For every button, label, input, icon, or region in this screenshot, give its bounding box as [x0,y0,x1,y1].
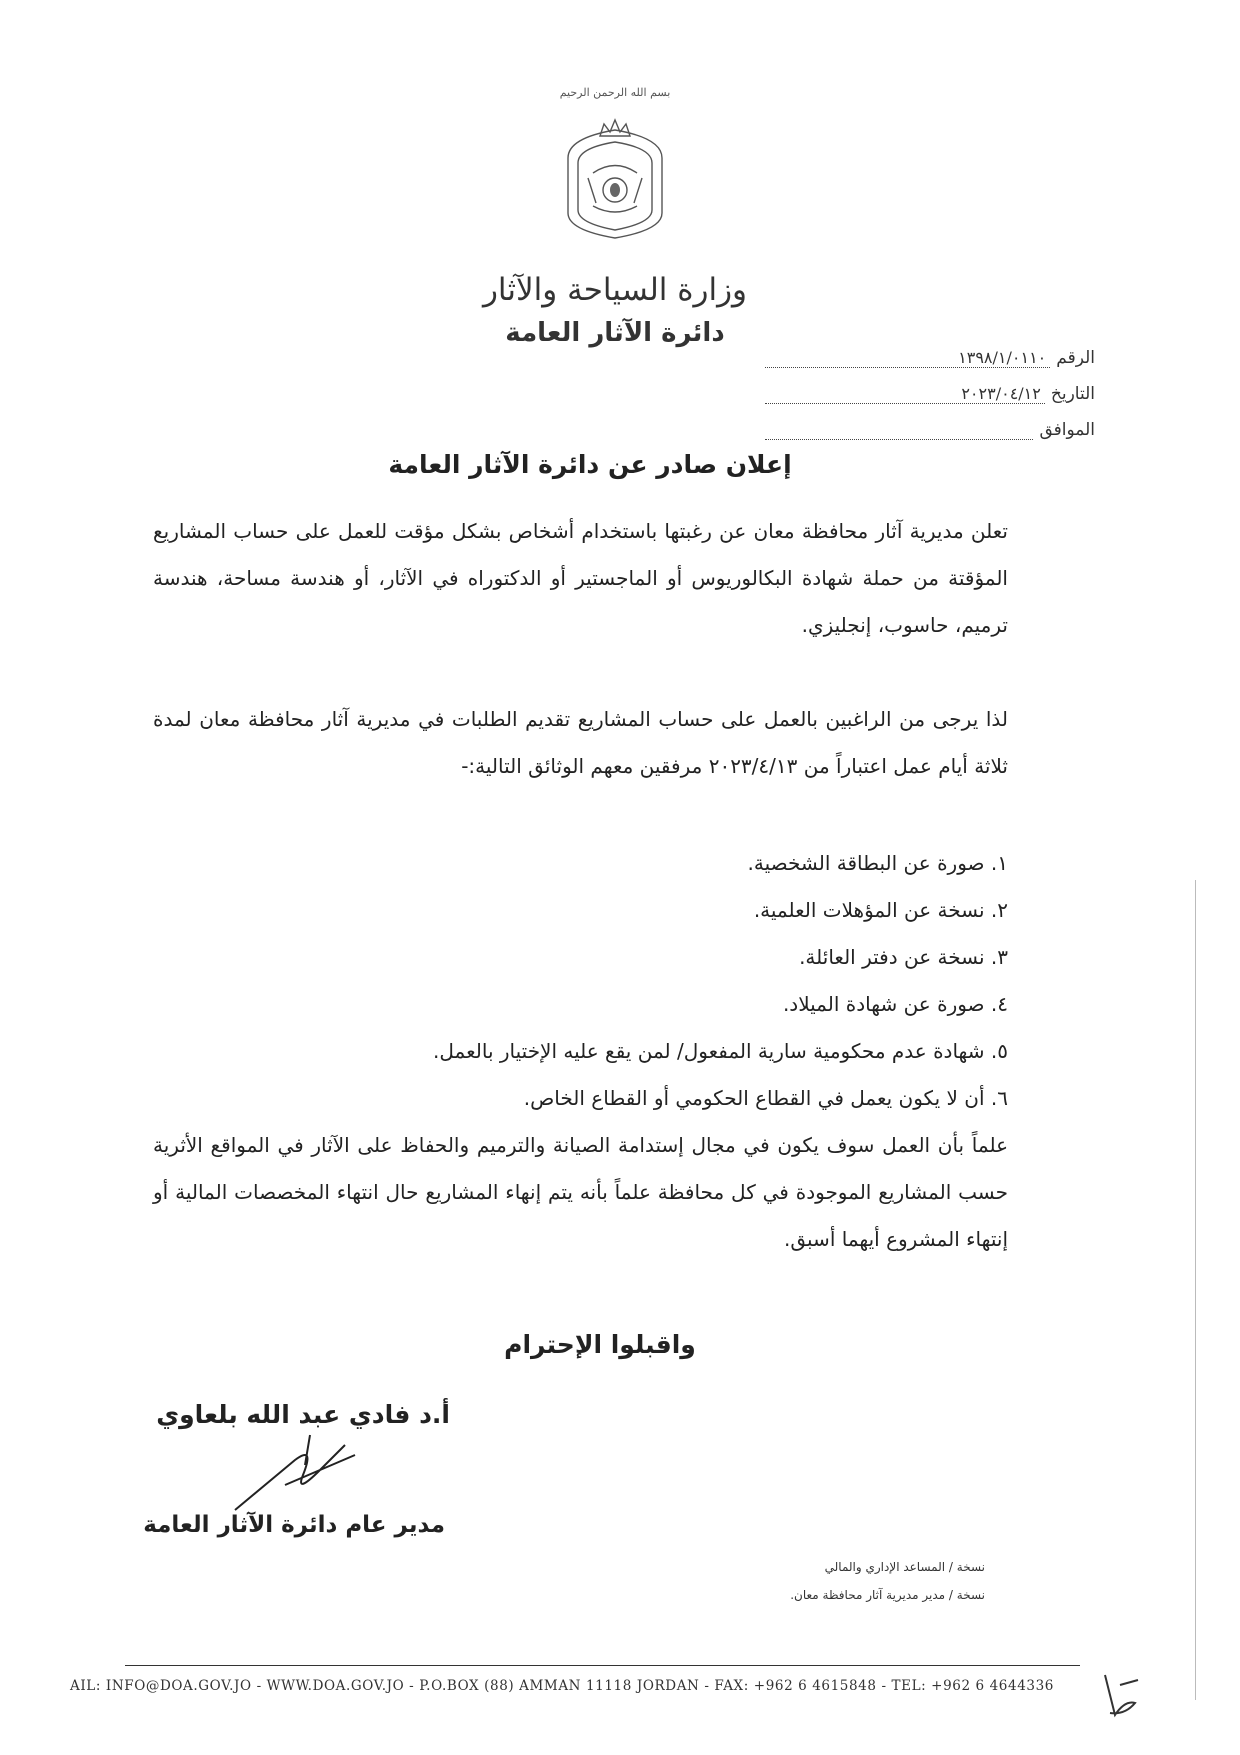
footer-contact: AIL: INFO@DOA.GOV.JO - WWW.DOA.GOV.JO - P.O.BOX (88) AMMAN 11118 JORDAN - FAX: +962 6 4615848 - TEL: +962 6 4644336 [70,1678,1054,1694]
reference-number [765,348,1095,368]
document-item-1: ١. صورة عن البطاقة الشخصية. [747,851,1008,875]
signatory-title: مدير عام دائرة الآثار العامة [143,1512,445,1538]
closing-salutation: واقبلوا الإحترام [504,1330,696,1359]
document-item-3: ٣. نسخة عن دفتر العائلة. [799,945,1008,969]
reference-date-label: التاريخ [1050,384,1095,404]
department-name: دائرة الآثار العامة [505,318,725,348]
reference-hijri-label: الموافق [1039,420,1095,440]
reference-hijri-value [765,420,1033,440]
paragraph-application: لذا يرجى من الراغبين بالعمل على حساب المشاريع تقديم الطلبات في مديرية آثار محافظة معان لمدة ثلاثة أيام عمل اعتباراً من ٢٠٢٣/٤/١٣ مرفقين معهم الوثائق التالية:- [153,707,1008,778]
reference-hijri [765,420,1095,440]
signatory-name: أ.د فادي عبد الله بلعاوي [156,1400,450,1429]
handwritten-signature [225,1415,365,1525]
copy-recipient-1: نسخة / المساعد الإداري والمالي [824,1560,985,1574]
handwritten-initials [1090,1665,1150,1725]
basmala: بسم الله الرحمن الرحيم [559,86,671,99]
paragraph-intro: تعلن مديرية آثار محافظة معان عن رغبتها باستخدام أشخاص بشكل مؤقت للعمل على حساب المشاريع المؤقتة من حملة شهادة البكالوريوس أو الماجستير أو الدكتوراه في الآثار، أو هندسة مساحة، هندسة ترميم، حاسوب، إنجليزي. [153,519,1008,637]
ministry-name: وزارة السياحة والآثار [482,272,748,308]
reference-date [765,384,1095,404]
reference-date-value: ٢٠٢٣/٠٤/١٢ [765,384,1045,404]
document-item-5: ٥. شهادة عدم محكومية سارية المفعول/ لمن يقع عليه الإختيار بالعمل. [433,1039,1008,1063]
document-item-6: ٦. أن لا يكون يعمل في القطاع الحكومي أو القطاع الخاص. [523,1086,1008,1110]
document-item-2: ٢. نسخة عن المؤهلات العلمية. [753,898,1008,922]
reference-number-value: ١٣٩٨/١/٠١١٠ [765,348,1050,368]
announcement-title: إعلان صادر عن دائرة الآثار العامة [388,450,792,479]
copy-recipient-2: نسخة / مدير مديرية آثار محافظة معان. [790,1588,985,1602]
document-item-4: ٤. صورة عن شهادة الميلاد. [782,992,1008,1016]
scan-edge-line [1195,880,1196,1700]
reference-number-label: الرقم [1056,348,1095,368]
paragraph-notes: علماً بأن العمل سوف يكون في مجال إستدامة الصيانة والترميم والحفاظ على الآثار في المواقع الأثرية حسب المشاريع الموجودة في كل محافظة علماً بأنه يتم إنهاء المشاريع حال انتهاء المخصصات المالية أو إنتهاء المشروع أيهما أسبق. [153,1133,1008,1251]
footer-divider [125,1665,1080,1666]
coat-of-arms-icon [548,118,683,248]
